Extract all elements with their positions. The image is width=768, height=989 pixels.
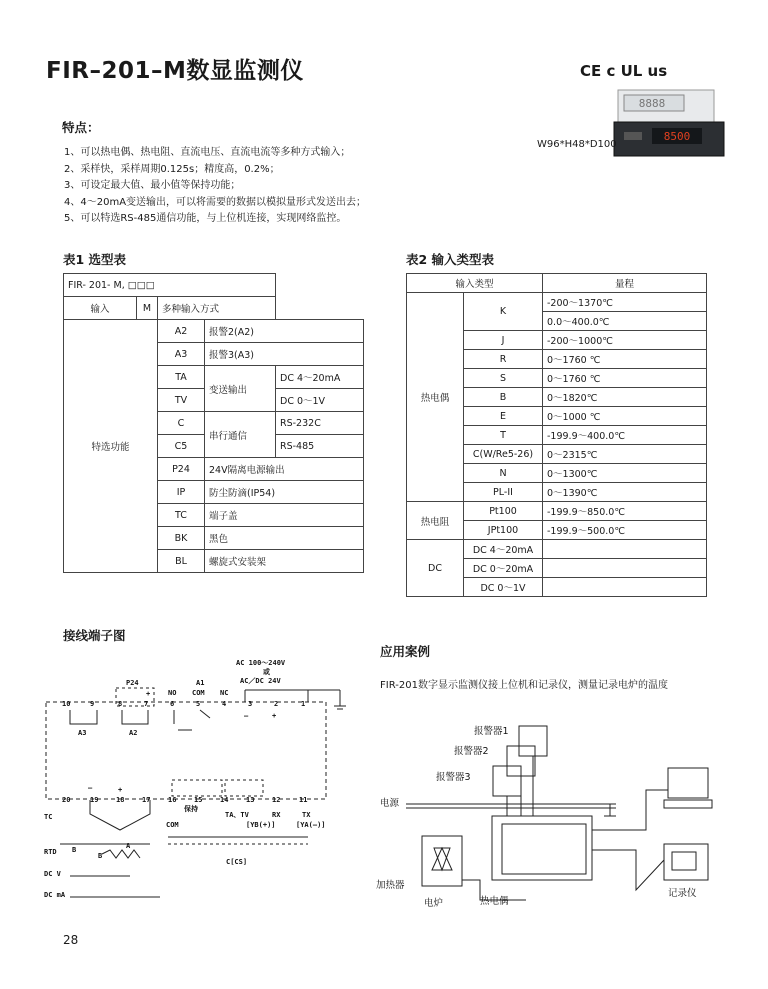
rtd-a: A	[126, 842, 131, 850]
type-cell: N	[464, 464, 543, 483]
option-sub: DC 4～20mA	[276, 366, 364, 389]
group-dc: DC	[407, 540, 464, 597]
option-code: TA	[158, 366, 205, 389]
table2-heading: 表2 输入类型表	[406, 252, 495, 267]
option-group: 变送输出	[205, 366, 276, 412]
case-desc: FIR-201数字显示监测仪接上位机和记录仪，测量记录电炉的温度	[380, 680, 668, 691]
type-cell: DC 4～20mA	[464, 540, 543, 559]
alarm3-label: 报警器3	[436, 772, 471, 783]
range-cell: 0～1760 ℃	[543, 350, 707, 369]
input-code: M	[137, 297, 158, 320]
option-code: P24	[158, 458, 205, 481]
range-cell: -199.9～500.0℃	[543, 521, 707, 540]
type-cell: C(W/Re5-26)	[464, 445, 543, 464]
com2-label: COM	[166, 821, 179, 829]
hold-label: 保持	[184, 805, 198, 813]
option-desc: 报警3(A3)	[205, 343, 364, 366]
option-desc: 螺旋式安装架	[205, 550, 364, 573]
device-display-bottom: 8500	[663, 130, 691, 143]
option-sub: DC 0～1V	[276, 389, 364, 412]
term-13: 13	[246, 796, 255, 804]
type-cell: E	[464, 407, 543, 426]
range-cell: 0～1820℃	[543, 388, 707, 407]
case-heading: 应用案例	[380, 644, 431, 659]
option-desc: 报警2(A2)	[205, 320, 364, 343]
furnace-label: 电炉	[424, 898, 444, 909]
range-cell	[543, 578, 707, 597]
term-20: 20	[62, 796, 71, 804]
tx-label: TX	[302, 811, 311, 819]
model-code: FIR- 201- M, □□□	[64, 274, 276, 297]
type-cell: K	[464, 293, 543, 331]
alarm1-label: 报警器1	[474, 726, 509, 737]
range-cell: 0～1390℃	[543, 483, 707, 502]
option-code: C	[158, 412, 205, 435]
power-source-label: 电源	[380, 798, 400, 809]
type-cell: DC 0～20mA	[464, 559, 543, 578]
range-cell: -200～1370℃	[543, 293, 707, 312]
option-sub: RS-485	[276, 435, 364, 458]
heater-label: 加热器	[376, 880, 405, 891]
plus-sign: +	[272, 712, 277, 720]
rx-label: RX	[272, 811, 281, 819]
input-desc: 多种输入方式	[158, 297, 276, 320]
term-6: 6	[170, 700, 175, 708]
selection-table	[63, 273, 364, 573]
ta-tv-label: TA、TV	[225, 811, 249, 819]
option-code: A2	[158, 320, 205, 343]
option-code: BK	[158, 527, 205, 550]
wiring-heading: 接线端子图	[63, 628, 126, 643]
range-cell: -199.9～400.0℃	[543, 426, 707, 445]
page-title: FIR–201–M数显监测仪	[46, 58, 304, 84]
term-19: 19	[90, 796, 99, 804]
range-cell: 0～2315℃	[543, 445, 707, 464]
range-cell: 0～1760 ℃	[543, 369, 707, 388]
option-group: 串行通信	[205, 412, 276, 458]
no-label: NO	[168, 689, 177, 697]
recorder-label: 记录仪	[668, 888, 697, 899]
minus-sign: —	[88, 784, 93, 792]
option-code: A3	[158, 343, 205, 366]
term-17: 17	[142, 796, 151, 804]
feature-item: 1、可以热电偶、热电阻、直流电压、直流电流等多种方式输入；	[64, 147, 351, 158]
term-3: 3	[248, 700, 253, 708]
range-cell: 0.0～400.0℃	[543, 312, 707, 331]
features-list	[64, 145, 366, 228]
table1-heading: 表1 选型表	[63, 252, 127, 267]
tc-label: TC	[44, 813, 53, 821]
term-11: 11	[299, 796, 308, 804]
wiring-diagram	[40, 654, 370, 904]
product-photo	[612, 88, 727, 160]
com-label: COM	[192, 689, 205, 697]
feature-item: 2、采样快，采样周期0.125s；精度高，0.2%；	[64, 163, 280, 175]
input-type-table	[406, 273, 707, 597]
yb-label: [YB(+)]	[246, 821, 276, 829]
thermocouple-label: 热电偶	[480, 896, 509, 907]
term-8: 8	[118, 700, 123, 708]
power-label: AC 100～240V	[236, 659, 286, 667]
feature-item: 4、4～20mA变送输出，可以将需要的数据以模拟量形式发送出去；	[64, 196, 367, 208]
type-cell: JPt100	[464, 521, 543, 540]
certification-marks: CE c UL us	[580, 62, 668, 80]
term-4: 4	[222, 700, 227, 708]
col-header-type: 输入类型	[407, 274, 543, 293]
col-header-range: 量程	[543, 274, 707, 293]
range-cell	[543, 540, 707, 559]
option-code: IP	[158, 481, 205, 504]
plus-sign: +	[146, 690, 151, 698]
p24-label: P24	[126, 679, 139, 687]
range-cell: 0～1300℃	[543, 464, 707, 483]
a1-label: A1	[196, 679, 205, 687]
group-rtd: 热电阻	[407, 502, 464, 540]
page-number: 28	[63, 933, 79, 947]
term-9: 9	[90, 700, 95, 708]
feature-item: 5、可以特选RS-485通信功能，与上位机连接，实现网络监控。	[64, 213, 347, 224]
range-cell: -200～1000℃	[543, 331, 707, 350]
application-diagram	[376, 720, 716, 950]
rtd-b2: B	[98, 852, 103, 860]
minus-sign: —	[244, 712, 249, 720]
type-cell: J	[464, 331, 543, 350]
product-size: W96*H48*D100	[537, 139, 617, 150]
feature-item: 3、可设定最大值、最小值等保持功能；	[64, 180, 241, 191]
option-desc: 黑色	[205, 527, 364, 550]
option-code: TV	[158, 389, 205, 412]
range-cell: 0～1000 ℃	[543, 407, 707, 426]
nc-label: NC	[220, 689, 229, 697]
cs-label: C[CS]	[226, 858, 248, 866]
term-2: 2	[274, 700, 279, 708]
features-heading: 特点：	[62, 120, 100, 135]
special-label: 特选功能	[64, 320, 158, 573]
option-desc: 端子盖	[205, 504, 364, 527]
term-15: 15	[194, 796, 203, 804]
option-sub: RS-232C	[276, 412, 364, 435]
option-desc: 防尘防滴(IP54)	[205, 481, 364, 504]
alarm2-label: 报警器2	[454, 746, 489, 757]
dcv-label: DC V	[44, 870, 61, 878]
option-code: BL	[158, 550, 205, 573]
rtd-label: RTD	[44, 848, 57, 856]
a2-label: A2	[129, 729, 138, 737]
ya-label: [YA(—)]	[296, 821, 326, 829]
option-desc: 24V隔离电源输出	[205, 458, 364, 481]
term-14: 14	[220, 796, 229, 804]
range-cell: -199.9～850.0℃	[543, 502, 707, 521]
a3-label: A3	[78, 729, 87, 737]
power-dc-label: AC／DC 24V	[240, 677, 281, 685]
device-display-top: 8888	[638, 97, 666, 110]
type-cell: Pt100	[464, 502, 543, 521]
range-cell	[543, 559, 707, 578]
option-code: C5	[158, 435, 205, 458]
group-thermocouple: 热电偶	[407, 293, 464, 502]
input-label: 输入	[64, 297, 137, 320]
type-cell: DC 0～1V	[464, 578, 543, 597]
term-18: 18	[116, 796, 125, 804]
type-cell: R	[464, 350, 543, 369]
type-cell: B	[464, 388, 543, 407]
rtd-b1: B	[72, 846, 77, 854]
option-code: TC	[158, 504, 205, 527]
plus-sign: +	[118, 786, 123, 794]
term-7: 7	[144, 700, 149, 708]
term-12: 12	[272, 796, 281, 804]
term-10: 10	[62, 700, 71, 708]
dcma-label: DC mA	[44, 891, 66, 899]
type-cell: PL-II	[464, 483, 543, 502]
term-1: 1	[301, 700, 306, 708]
term-16: 16	[168, 796, 177, 804]
power-or: 或	[263, 668, 270, 676]
term-5: 5	[196, 700, 201, 708]
type-cell: T	[464, 426, 543, 445]
type-cell: S	[464, 369, 543, 388]
